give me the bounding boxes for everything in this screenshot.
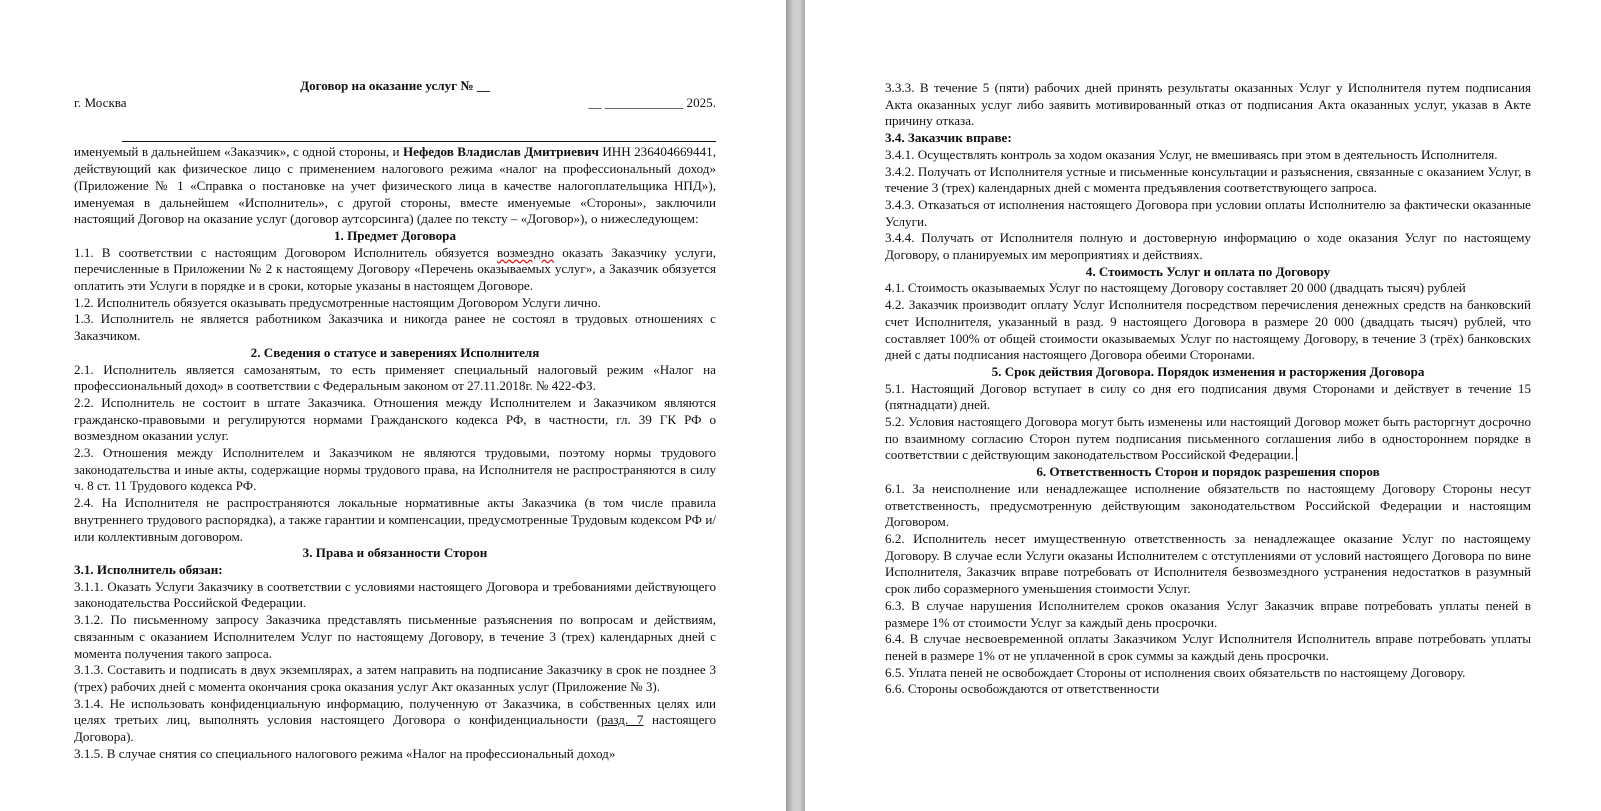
section-1-heading: 1. Предмет Договора — [333, 227, 456, 243]
clause-5-1: 5.1. Настоящий Договор вступает в силу со дня его подписания двумя Сторонами и действует в течение 15 (пятнадцати) дней. — [885, 380, 1531, 413]
clause-3-4-2: 3.4.2. Получать от Исполнителя устные и письменные консультации и разъяснения, связанные с оказанием Услуг, в течение 3 (трех) календарных дней с момента предъявления соответствующего запроса. — [885, 163, 1531, 196]
clause-6-1: 6.1. За неисполнение или ненадлежащее исполнение обязательств по настоящему Договору Стороны несут ответственность, предусмотренную действующим законодательством Российской Федерации и настоящим Договором. — [885, 480, 1531, 530]
clause-3-1-5: 3.1.5. В случае снятия со специального налогового режима «Налог на профессиональный доход» — [74, 745, 616, 761]
contract-date: __ ____________ 2025. — [588, 94, 716, 110]
subsection-3-1-heading: 3.1. Исполнитель обязан: — [74, 561, 223, 577]
clause-2-3: 2.3. Отношения между Исполнителем и Заказчиком не являются трудовыми, поэтому нормы трудового законодательства и иные акты, содержащие нормы трудового права, на Исполнителя не распространяются в силу ч. 8 ст. 11 Трудового кодекса РФ. — [74, 445, 716, 494]
clause-3-1-4: 3.1.4. Не использовать конфиденциальную информацию, полученную от Заказчика, в собственных целях или целях третьих лиц, выполнять условия настоящего Договора о конфиденциальности (разд. 7 настоящего Договора). — [74, 695, 716, 745]
contractor-name: Нефедов Владислав Дмитриевич — [403, 144, 599, 160]
clause-1-1: 1.1. В соответствии с настоящим Договором Исполнитель обязуется возмездно оказать Заказчику услуги, перечисленные в Приложении № 2 к настоящему Договору «Перечень оказываемых услуг», а Заказчик обязуется оплатить эти Услуги в порядке и в сроки, которые указаны в настоящем Договоре. — [74, 244, 717, 294]
clause-4-1: 4.1. Стоимость оказываемых Услуг по настоящему Договору составляет 20 000 (двадцать тысяч) рублей — [885, 280, 1466, 296]
section-3-heading: 3. Права и обязанности Сторон — [302, 545, 488, 561]
section-reference-link[interactable]: разд. 7 — [601, 712, 644, 728]
document-page-left — [0, 0, 786, 811]
section-5-heading: 5. Срок действия Договора. Порядок изменения и расторжения Договора — [991, 363, 1425, 379]
clause-3-1-1: 3.1.1. Оказать Услуги Заказчику в соответствии с условиями настоящего Договора и требованиями действующего законодательства Российской Федерации. — [74, 578, 716, 611]
text-cursor — [1296, 447, 1297, 461]
clause-4-2: 4.2. Заказчик производит оплату Услуг Исполнителя посредством перечисления денежных средств на банковский счет Исполнителя, указанный в разд. 9 настоящего Договора в размере 20 000 (двадцать тысяч) рублей, что составляет 100% от общей стоимости оказываемых Услуг по настоящему Договору, в течение 3 (трёх) банковских дней с даты подписания настоящего Договора обеими Сторонами. — [885, 297, 1531, 363]
section-4-heading: 4. Стоимость Услуг и оплата по Договору — [1085, 263, 1331, 279]
subsection-3-4-heading: 3.4. Заказчик вправе: — [885, 130, 1012, 146]
page-right-text — [885, 80, 1531, 698]
intro-paragraph: именуемый в дальнейшем «Заказчик», с одной стороны, и Нефедов Владислав Дмитриевич ИНН 236404669441, действующий как физическое лицо с применением налогового режима «налог на профессиональный доход» (Приложение № 1 «Справка о постановке на учет физического лица в качестве налогоплательщика НПД»), именуемая в дальнейшем «Исполнитель», с другой стороны, вместе именуемые «Стороны», заключили настоящий Договор на оказание услуг (договор аутсорсинга) (далее по тексту – «Договор»), о нижеследующем: — [74, 144, 716, 227]
clause-6-6: 6.6. Стороны освобождаются от ответственности — [885, 681, 1160, 697]
customer-blank-line — [74, 111, 716, 144]
clause-6-3: 6.3. В случае нарушения Исполнителем сроков оказания Услуг Заказчик вправе потребовать уплаты пеней в размере 1% от стоимости Услуг за каждый день просрочки. — [885, 597, 1531, 630]
clause-3-4-4: 3.4.4. Получать от Исполнителя полную и достоверную информацию о ходе оказания Услуг по настоящему Договору, о планируемых им мероприятиях и действиях. — [885, 230, 1531, 263]
clause-5-2: 5.2. Условия настоящего Договора могут быть изменены или настоящий Договор может быть расторгнут досрочно по взаимному согласию Сторон путем подписания письменного соглашения либо в одностороннем порядке в соответствии с действующим законодательством Российской Федерации. — [885, 414, 1531, 463]
page-left-text — [74, 78, 716, 762]
clause-2-2: 2.2. Исполнитель не состоит в штате Заказчика. Отношения между Исполнителем и Заказчиком являются гражданско-правовыми и регулируются нормами Гражданского кодекса РФ, в частности, гл. 39 ГК РФ о возмездном оказании услуг. — [74, 394, 716, 444]
clause-3-3-3: 3.3.3. В течение 5 (пяти) рабочих дней принять результаты оказанных Услуг у Исполнителя путем подписания Акта оказанных услуг либо заявить мотивированный отказ от подписания Акта оказанных услуг, указав в Акте причину отказа. — [885, 80, 1531, 129]
clause-3-4-3: 3.4.3. Отказаться от исполнения настоящего Договора при условии оплаты Исполнителю за фактически оказанные Услуги. — [885, 196, 1531, 229]
clause-3-4-1: 3.4.1. Осуществлять контроль за ходом оказания Услуг, не вмешиваясь при этом в деятельность Исполнителя. — [885, 146, 1498, 162]
clause-1-2: 1.2. Исполнитель обязуется оказывать предусмотренные настоящим Договором Услуги лично. — [74, 294, 601, 310]
clause-1-3: 1.3. Исполнитель не является работником Заказчика и никогда ранее не состоял в трудовых отношениях с Заказчиком. — [74, 311, 716, 344]
clause-6-4: 6.4. В случае несвоевременной оплаты Заказчиком Услуг Исполнителя Исполнитель вправе потребовать уплаты пеней в размере 1% от не уплаченной в срок суммы за каждый день просрочки. — [885, 631, 1531, 663]
clause-2-1: 2.1. Исполнитель является самозанятым, то есть применяет специальный налоговый режим «Налог на профессиональный доход» в соответствии с Федеральным законом от 27.11.2018г. № 422-ФЗ. — [74, 361, 716, 394]
section-2-heading: 2. Сведения о статусе и заверениях Исполнителя — [250, 344, 540, 360]
clause-6-5: 6.5. Уплата пеней не освобождает Стороны от исполнения своих обязательств по настоящему Договору. — [885, 664, 1466, 680]
clause-2-4: 2.4. На Исполнителя не распространяются локальные нормативные акты Заказчика (в том числе правила внутреннего трудового распорядка), а также гарантии и компенсации, предусмотренные Трудовым кодексом РФ и/или коллективным договором. — [74, 495, 716, 544]
clause-3-1-3: 3.1.3. Составить и подписать в двух экземплярах, а затем направить на подписание Заказчику в срок не позднее 3 (трех) рабочих дней с момента окончания срока оказания услуг Акт оказанных услуг (Приложение № 3). — [74, 662, 716, 694]
document-page-right — [805, 0, 1601, 811]
city: г. Москва — [74, 94, 127, 110]
clause-6-2: 6.2. Исполнитель несет имущественную ответственность за ненадлежащее оказание Услуг по настоящему Договору. В случае если Услуги оказаны Исполнителем с отступлениями от условий настоящего Договора по вине Исполнителя, Заказчик вправе потребовать от Исполнителя безвозмездного устранения недостатков в разумный срок либо соразмерного уменьшения стоимости Услуг. — [885, 530, 1531, 597]
page-separator — [786, 0, 805, 811]
clause-3-1-2: 3.1.2. По письменному запросу Заказчика представлять письменные разъяснения по вопросам и действиям, связанным с оказанием Исполнителем Услуг по настоящему Договору, в течение 3 (трех) календарных дней с момента получения такого запроса. — [74, 612, 716, 661]
section-6-heading: 6. Ответственность Сторон и порядок разрешения споров — [1036, 464, 1380, 480]
spellcheck-word[interactable]: возмездно — [497, 244, 555, 260]
contract-title: Договор на оказание услуг № __ — [300, 78, 490, 93]
city-date-row — [74, 95, 716, 112]
